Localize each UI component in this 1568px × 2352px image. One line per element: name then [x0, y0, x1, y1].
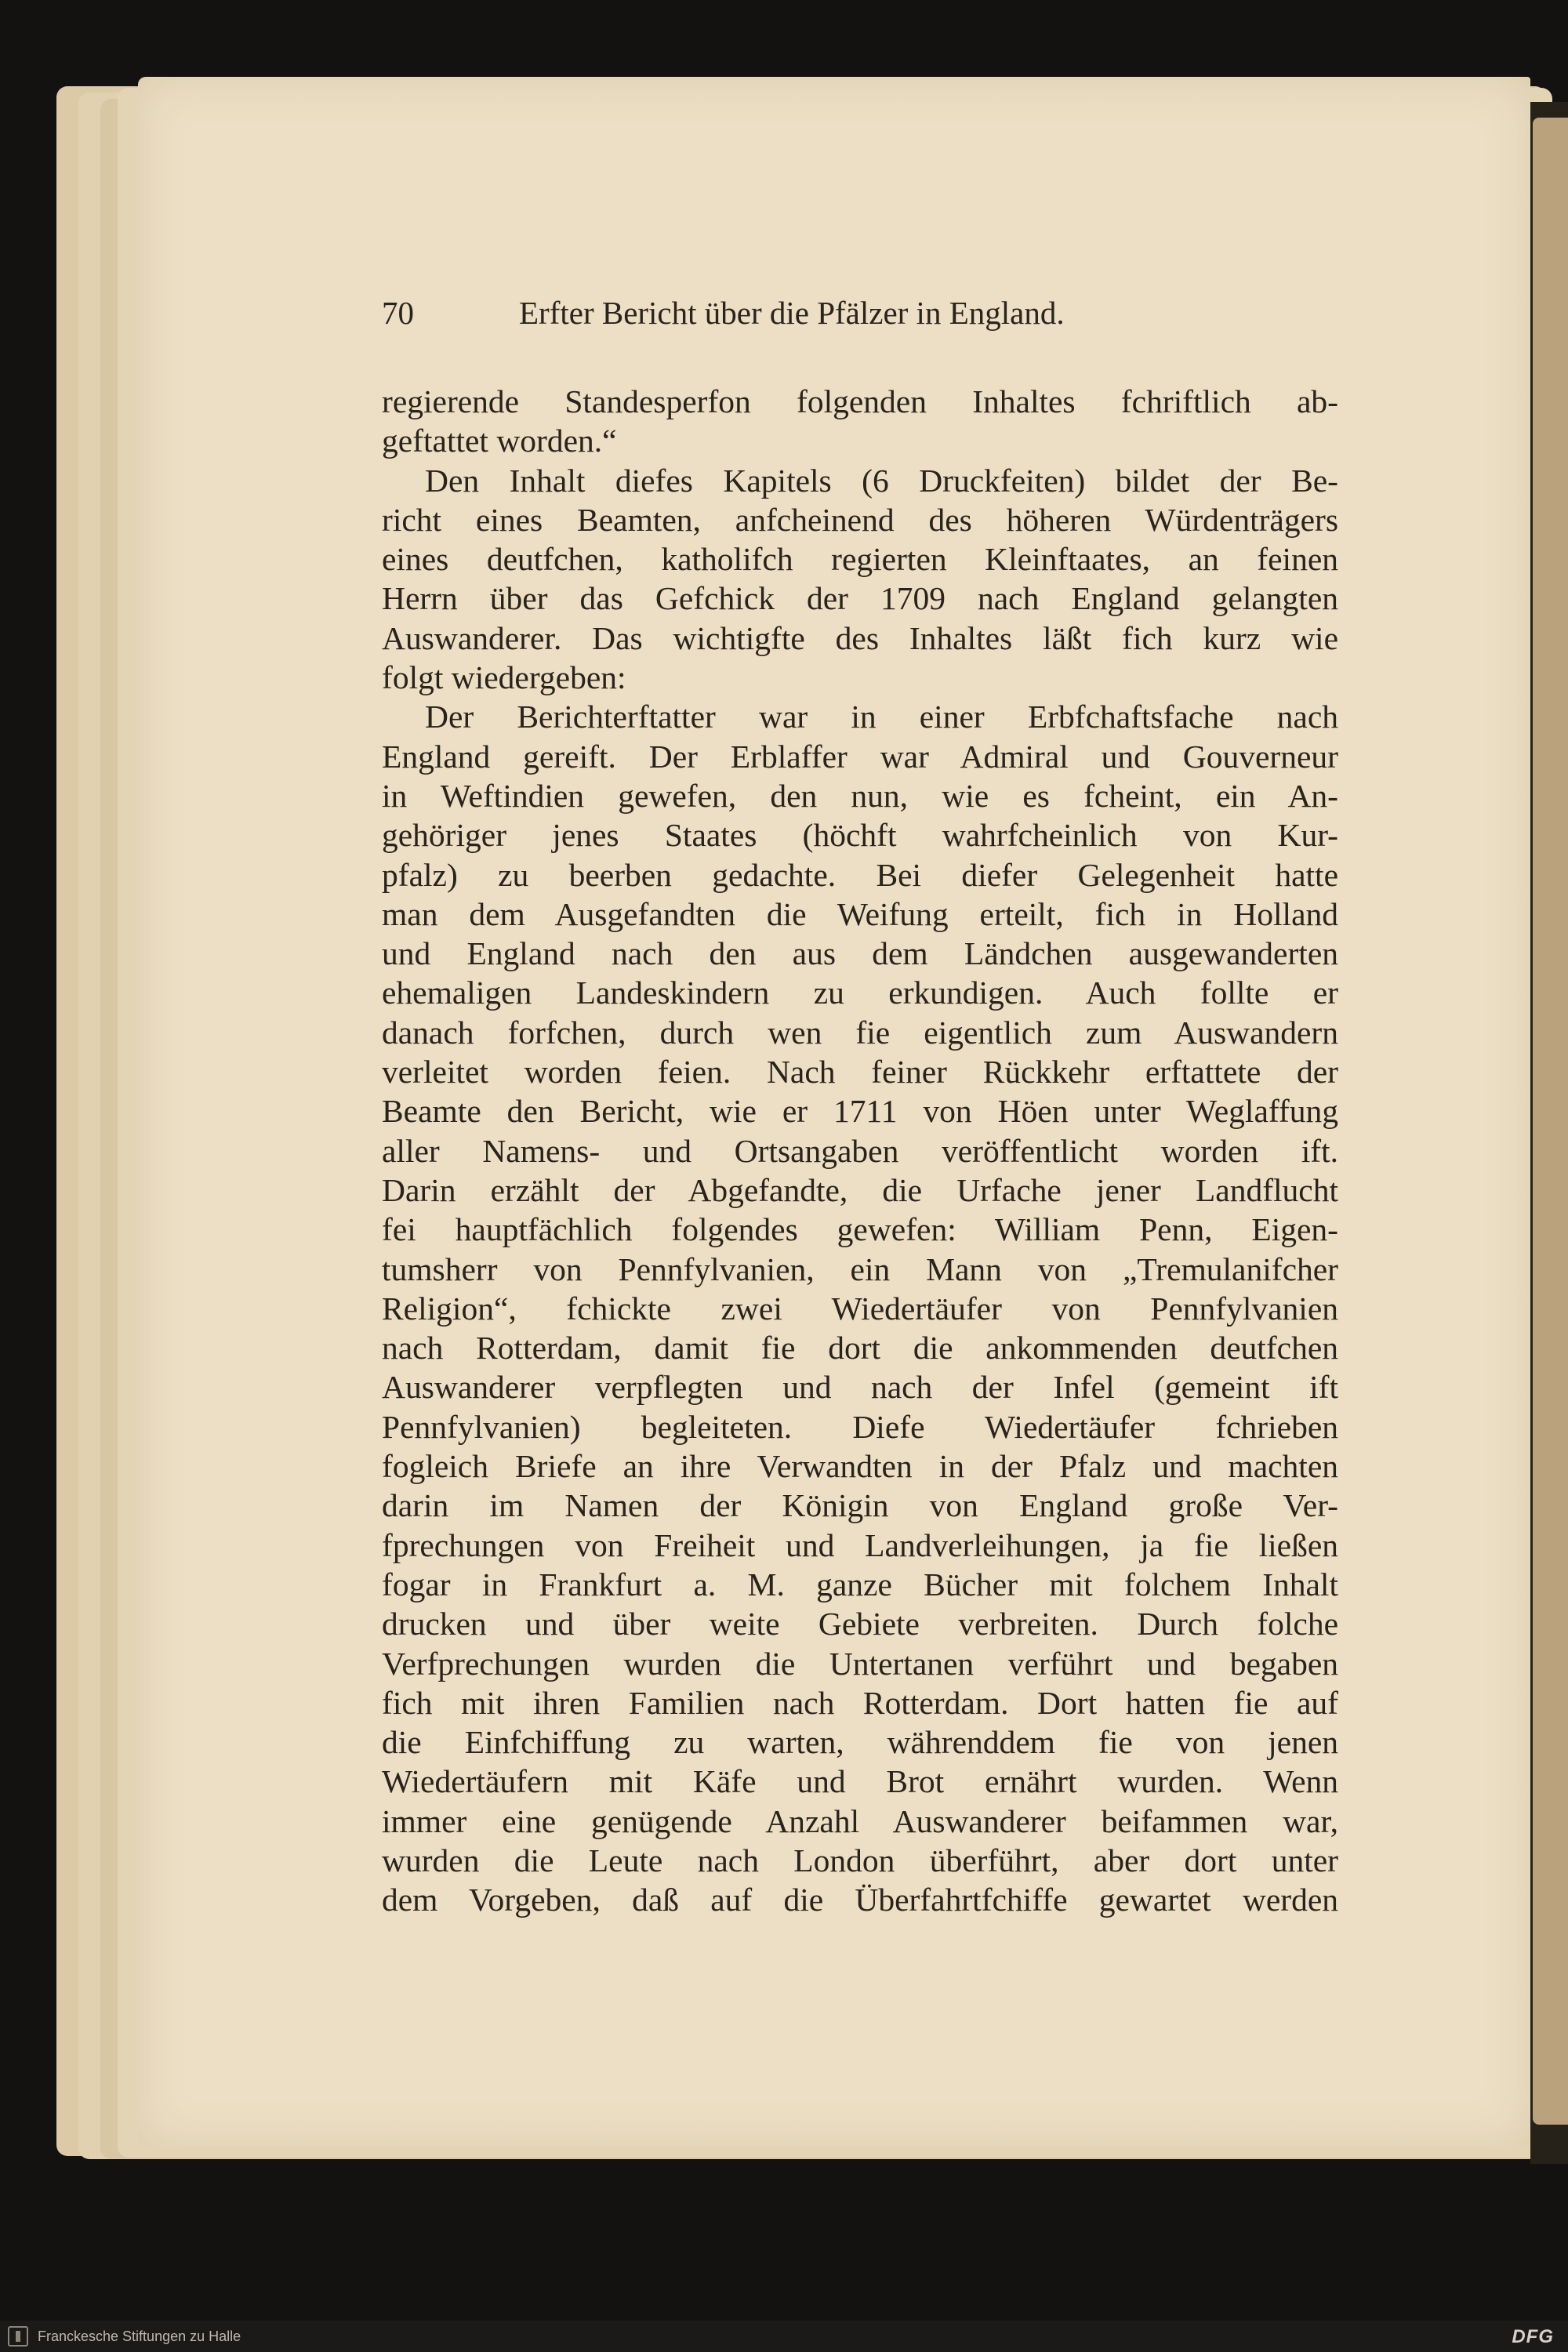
text-line: Beamte den Bericht, wie er 1711 von Höen unter Weglaffung [382, 1093, 1338, 1130]
text-line: England gereift. Der Erblaffer war Admiral und Gouverneur [382, 738, 1338, 775]
text-line: tumsherr von Pennfylvanien, ein Mann von „Tremulanifcher [382, 1250, 1338, 1287]
institution-logo-icon [8, 2326, 28, 2347]
text-line: fogar in Frankfurt a. M. ganze Bücher mit folchem Inhalt [382, 1566, 1338, 1602]
dfg-logo: DFG [1512, 2326, 1554, 2347]
text-line: darin im Namen der Königin von England große Ver- [382, 1487, 1338, 1524]
text-line: in Weftindien gewefen, den nun, wie es fcheint, ein An- [382, 777, 1338, 814]
text-line: ehemaligen Landeskindern zu erkundigen. Auch follte er [382, 975, 1338, 1011]
text-line: fei hauptfächlich folgendes gewefen: William Penn, Eigen- [382, 1211, 1338, 1248]
text-line: immer eine genügende Anzahl Auswanderer beifammen war, [382, 1802, 1338, 1839]
text-line: pfalz) zu beerben gedachte. Bei diefer Gelegenheit hatte [382, 856, 1338, 893]
text-line: regierende Standesperfon folgenden Inhaltes fchriftlich ab- [382, 383, 1338, 419]
text-line: dem Vorgeben, daß auf die Überfahrtfchiffe gewartet werden [382, 1882, 1338, 1918]
text-line: geftattet worden.“ [382, 423, 617, 459]
text-line: Wiedertäufern mit Käfe und Brot ernährt wurden. Wenn [382, 1763, 1338, 1800]
text-line: und England nach den aus dem Ländchen ausgewanderten [382, 935, 1338, 972]
text-line: Den Inhalt diefes Kapitels (6 Druckfeiten) bildet der Be- [425, 462, 1338, 499]
text-line: wurden die Leute nach London überführt, aber dort unter [382, 1842, 1338, 1878]
text-line: Religion“, fchickte zwei Wiedertäufer von Pennfylvanien [382, 1290, 1338, 1327]
text-line: fogleich Briefe an ihre Verwandten in der Pfalz und machten [382, 1448, 1338, 1485]
text-line: Pennfylvanien) begleiteten. Diefe Wiedertäufer fchrieben [382, 1408, 1338, 1445]
text-line: richt eines Beamten, anfcheinend des höheren Würdenträgers [382, 501, 1338, 538]
text-line: gehöriger jenes Staates (höchft wahrfcheinlich von Kur- [382, 817, 1338, 854]
text-line: Der Berichterftatter war in einer Erbfchaftsfache nach [425, 699, 1338, 735]
text-line: eines deutfchen, katholifch regierten Kleinftaates, an feinen [382, 541, 1338, 578]
text-line: Verfprechungen wurden die Untertanen verführt und begaben [382, 1645, 1338, 1682]
footer-bar [0, 2321, 1568, 2352]
page-header [382, 294, 1338, 341]
body-text [382, 382, 1338, 1920]
text-line: verleitet worden feien. Nach feiner Rückkehr erftattete der [382, 1054, 1338, 1091]
text-line: die Einfchiffung zu warten, währenddem fie von jenen [382, 1724, 1338, 1761]
page-number: 70 [382, 295, 414, 331]
text-line: fich mit ihren Familien nach Rotterdam. Dort hatten fie auf [382, 1684, 1338, 1721]
footer-label: Franckesche Stiftungen zu Halle [38, 2328, 241, 2344]
text-line: danach forfchen, durch wen fie eigentlich zum Auswandern [382, 1014, 1338, 1051]
text-line: Auswanderer. Das wichtigfte des Inhaltes läßt fich kurz wie [382, 619, 1338, 656]
text-line: man dem Ausgefandten die Weifung erteilt, fich in Holland [382, 895, 1338, 932]
text-line: drucken und über weite Gebiete verbreiten. Durch folche [382, 1606, 1338, 1642]
facing-page-edge [1533, 118, 1568, 2125]
text-line: Darin erzählt der Abgefandte, die Urfache jener Landflucht [382, 1171, 1338, 1208]
text-line: folgt wiedergeben: [382, 659, 626, 696]
running-head: Erfter Bericht über die Pfälzer in England. [519, 295, 1065, 331]
text-line: nach Rotterdam, damit fie dort die ankommenden deutfchen [382, 1330, 1338, 1367]
text-line: Auswanderer verpflegten und nach der Infel (gemeint ift [382, 1369, 1338, 1406]
text-line: fprechungen von Freiheit und Landverleihungen, ja fie ließen [382, 1526, 1338, 1563]
text-line: aller Namens- und Ortsangaben veröffentlicht worden ift. [382, 1132, 1338, 1169]
text-line: Herrn über das Gefchick der 1709 nach England gelangten [382, 580, 1338, 617]
